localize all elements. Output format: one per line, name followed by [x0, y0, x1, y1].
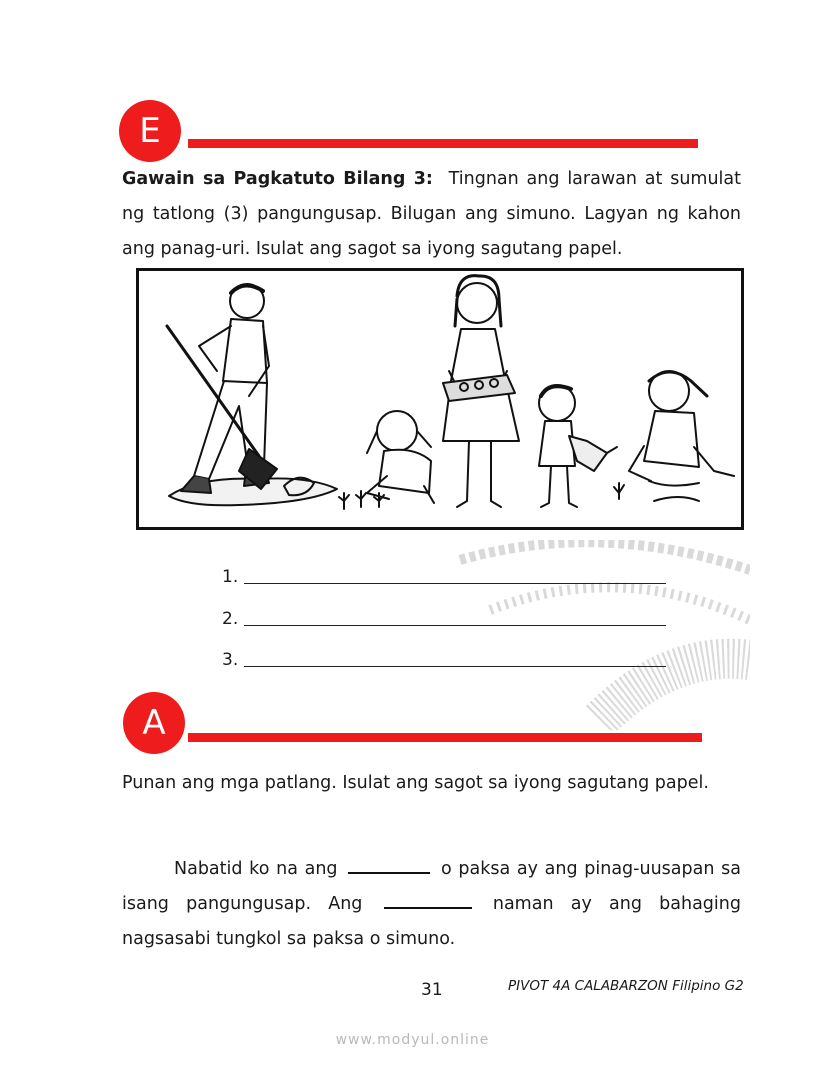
sentence-part-2: o paksa ay ang pinag-uusapan sa isang pangungusap. Ang	[122, 859, 741, 914]
blank-1[interactable]	[348, 871, 430, 874]
section-a-badge: A	[123, 692, 185, 754]
blank-2[interactable]	[384, 906, 472, 909]
section-e-badge: E	[119, 100, 181, 162]
activity-instruction	[122, 162, 741, 267]
section-e-bar	[188, 139, 698, 148]
section-a-bar	[188, 733, 702, 742]
answer-line-1[interactable]	[222, 566, 238, 588]
sentence-part-1: Nabatid ko na ang	[174, 859, 338, 879]
page-number: 31	[421, 980, 443, 1000]
activity-text: Tingnan ang larawan at sumulat ng tatlong (3) pangungusap. Bilugan ang simuno. Lagyan ng kahon ang panag-uri. Isulat ang sagot sa iyong sagutang papel.	[122, 169, 741, 259]
gardening-drawing	[139, 271, 741, 527]
answer-line-3[interactable]	[222, 649, 238, 671]
site-watermark: www.modyul.online	[335, 1032, 490, 1048]
activity-title: Gawain sa Pagkatuto Bilang 3:	[122, 169, 433, 189]
fill-in-paragraph	[122, 852, 741, 957]
answer-number-2: 2.	[222, 609, 239, 629]
faded-seal-watermark	[450, 540, 750, 730]
answer-number-1: 1.	[222, 567, 239, 587]
answer-line-2[interactable]	[222, 608, 238, 630]
section-a-instruction: Punan ang mga patlang. Isulat ang sagot sa iyong sagutang papel.	[122, 773, 709, 793]
footer-title: PIVOT 4A CALABARZON Filipino G2	[508, 978, 744, 994]
sentence-part-3: naman ay ang bahaging nagsasabi tungkol sa paksa o simuno.	[122, 894, 741, 949]
family-gardening-illustration	[136, 268, 744, 530]
answer-number-3: 3.	[222, 650, 239, 670]
